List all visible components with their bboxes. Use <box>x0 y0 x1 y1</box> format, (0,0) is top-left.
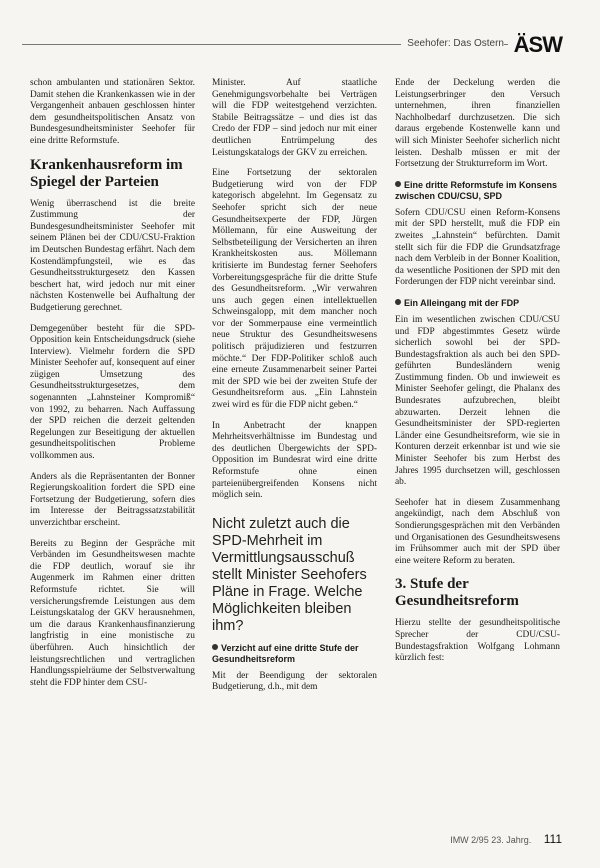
bullet-icon <box>395 299 401 305</box>
article-body <box>30 78 560 818</box>
issue-info: IMW 2/95 23. Jahrg. <box>450 835 532 845</box>
paragraph: Bereits zu Beginn der Gespräche mit Verbänden im Gesundheitswesen machte die FDP deutlich, worauf sie ihr Augenmerk im Rahmen einer dritten Reformstufe richtet. Sie will versicherungsfremde Leistungen aus dem Leistungskatalog der GKV herausnehmen, um die daraus Krankenhausfinanzierung langfristig in eine monistische zu überführen. Auch hinsichtlich der leistungsrechtlichen und vertraglichen Handlungsspielräume der Selbstverwaltung steht die FDP hinter dem CSU- <box>30 538 195 688</box>
section-title: Seehofer: Das Ostern <box>401 38 504 49</box>
paragraph: Wenig überraschend ist die breite Zustimmung der Bundesgesundheitsminister Seehofer mit seinem Plänen bei der CDU/CSU-Fraktion im Deutschen Bundestag erfährt. Nach dem Kostendämpfungsteil, wie es das Gesundheitsstrukturgesetz den Kassen beschert hat, wird jedoch nur mit einer nächsten Kostenwelle bei Aufhaltung der Budgetierung gerechnet. <box>30 198 195 313</box>
pull-quote: Nicht zuletzt auch die SPD-Mehrheit im Vermittlungsausschuß stellt Minister Seehofers Pläne in Frage. Welche Möglichkeiten bleiben ihm? <box>212 515 367 634</box>
paragraph: Minister. Auf staatliche Genehmigungsvorbehalte bei Verträgen will die FDP weitestgehend verzichten. Stabile Beitragssätze – und dies ist das Credo der FDP – sind jedoch nur mit einer deutlichen Entrümpelung des Leistungskatalogs der GKV zu erreichen. <box>212 78 377 158</box>
subheading <box>212 643 377 665</box>
paragraph: schon ambulanten und stationären Sektor. Damit stehen die Krankenkassen wie in der Vergangenheit anbauen geschlossen hinter dem gesundheitspolitischen Ansatz von Bundesgesundheitsminister Seehofer für eine dritte Reformstufe. <box>30 78 195 146</box>
subheading-text: Eine dritte Reformstufe im Konsens zwischen CDU/CSU, SPD <box>395 179 558 201</box>
paragraph: Ein im wesentlichen zwischen CDU/CSU und FDP abgestimmtes Gesetz würde sicherlich sowohl bei der SPD-Bundestagsfraktion als auch bei den SPD-geführten Bundesländern wenig Zustimmung finden. Ob und inwieweit es Minister Seehofer gelingt, die Phalanx des Bundesrates aufzubrechen, bleibt abzuwarten. Derzeit lehnen die Gesundheitsminister der SPD-regierten Länder eine Gesundheitsreform, wie sie in Konturen derzeit erkennbar ist und wie sie Minister Seehofer bis zum Herbst des Jahres 1995 durchsetzen will, geschlossen ab. <box>395 314 560 488</box>
section-heading: 3. Stufe der Gesundheitsreform <box>395 576 519 610</box>
section-heading: Krankenhausreform im Spiegel der Parteien <box>30 156 183 190</box>
column-3 <box>395 78 560 674</box>
page-number: 111 <box>543 832 562 846</box>
paragraph: Hierzu stellte der gesundheitspolitische Sprecher der CDU/CSU-Bundestagsfraktion Wolfgang Lohmann kürzlich fest: <box>395 618 560 664</box>
subheading <box>395 298 560 309</box>
page-footer <box>450 832 562 846</box>
magazine-page <box>22 30 578 850</box>
column-2 <box>212 78 377 703</box>
column-1 <box>30 78 195 698</box>
bullet-icon <box>395 181 401 187</box>
publication-logo: ÄSW <box>513 32 562 57</box>
paragraph: Seehofer hat in diesem Zusammenhang angekündigt, nach dem Abschluß von Sondierungsgesprächen mit den Verbänden und Organisationen des Gesundheitswesens im Frühsommer auch mit der SPD über eine weitere Reform zu beraten. <box>395 497 560 566</box>
page-header <box>22 30 578 60</box>
paragraph: Eine Fortsetzung der sektoralen Budgetierung wird von der FDP kategorisch abgelehnt. Im Gegensatz zu Seehofer spricht sich der neue Gesundheitsexperte der FDP, Jürgen Möllemann, für eine Ausweitung der Selbstbeteiligung der Versicherten an ihren Krankheitskosten aus. Möllemann kritisierte im Bundestag ferner Seehofers Vorbereitungsgespräche für die dritte Stufe des Gesundheitsreform. „Wir verwahren uns auch gegen einen intellektuellen Schweinsgalopp, mit dem mancher noch vor der Sommerpause eine vermeintlich neue Struktur des Gesundheitswesens politisch präjudizieren und festzurren möchte.“ Der FDP-Politiker schloß auch eine erneute Zusammenarbeit seiner Partei mit der SPD wie bei der zweiten Stufe der Gesundheitsreform aus. „Ein Lahnstein zwei wird es für die FDP nicht geben.“ <box>212 168 377 411</box>
paragraph: Ende der Deckelung werden die Leistungserbringer den Versuch unternehmen, ihren finanziellen Nachholbedarf durchzusetzen. Die sich daraus ergebende Kostenwelle kann und will sich Minister Seehofer sicherlich nicht leisten. Deshalb müssen er mit der Fortsetzung der Strukturreform im Wort. <box>395 78 560 170</box>
bullet-icon <box>212 644 218 650</box>
paragraph: Sofern CDU/CSU einen Reform-Konsens mit der SPD herstellt, muß die FDP ein zweites „Lahnstein“ befürchten. Damit stellt sich für die FDP die Grundsatzfrage nach dem Verbleib in der Bonner Koalition, da wesentliche Positionen der SPD mit den Forderungen der FDP nicht vereinbar sind. <box>395 207 560 288</box>
subheading <box>395 180 560 202</box>
paragraph: Anders als die Repräsentanten der Bonner Regierungskoalition fordert die SPD eine Fortsetzung der Budgetierung, sofern dies im Interesse der Beitragssatzstabilität unverzichtbar erscheint. <box>30 471 195 528</box>
paragraph: Demgegenüber besteht für die SPD-Opposition kein Entscheidungsdruck (siehe Interview). Vielmehr fordern die SPD Minister Seehofer auf, konsequent auf einer zügigen Umsetzung des Gesundheitsstrukturgesetzes, dem sogenannten „Lahnsteiner Kompromiß“ von 1992, zu beharren. Nach Auffassung der SPD reichen die derzeit geltenden Regelungen zur Beseitigung der aktuellen gesundheitspolitischen Probleme vollkommen aus. <box>30 323 195 462</box>
paragraph: In Anbetracht der knappen Mehrheitsverhältnisse im Bundestag und des deutlichen Übergewichts der SPD-Opposition im Bundesrat wird eine dritte Reformstufe ohne einen parteienübergreifenden Konsens nicht möglich sein. <box>212 420 377 501</box>
paragraph: Mit der Beendigung der sektoralen Budgetierung, d.h., mit dem <box>212 670 377 693</box>
subheading-text: Verzicht auf eine dritte Stufe der Gesundheitsreform <box>212 642 359 664</box>
subheading-text: Ein Alleingang mit der FDP <box>404 297 520 308</box>
